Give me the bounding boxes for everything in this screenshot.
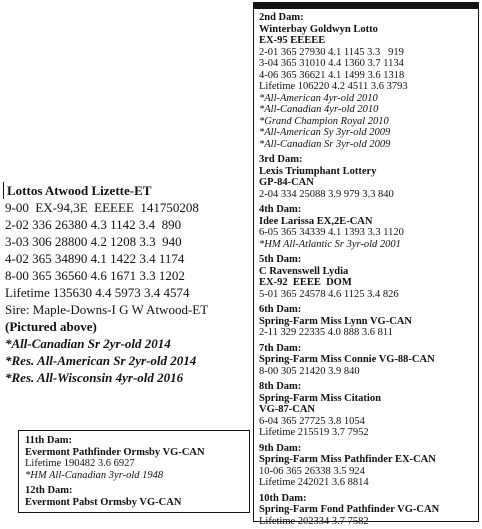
dam-entry-7: [259, 343, 474, 378]
main-entry: [5, 182, 245, 386]
dam-record: Lifetime 202334 3.7 7582: [259, 515, 369, 527]
dam-class: GP-84-CAN: [259, 177, 314, 188]
dam-honor: *All-Canadian Sr 3yr-old 2009: [259, 138, 391, 150]
pedigree-box-right: [253, 2, 479, 527]
dam-entry-12: [25, 485, 245, 508]
dam-record: 3-04 365 31010 4.4 1360 3.7 1134: [259, 58, 404, 69]
dam-record: 5-01 365 24578 4.6 1125 3.4 826: [259, 288, 399, 300]
dam-name: Spring-Farm Miss Citation: [259, 392, 381, 404]
dam-record: Lifetime 106220 4.2 4511 3.6 3793: [259, 81, 408, 92]
dam-heading: 2nd Dam:: [259, 12, 304, 23]
honor-line: *All-Canadian Sr 2yr-old 2014: [5, 336, 171, 351]
dam-record: 2-11 329 22335 4.0 888 3.6 811: [259, 327, 393, 338]
classification-line: [5, 199, 245, 216]
dam-entry-11: [25, 435, 245, 481]
record-line: 2-02 336 26380 4.3 1142 3.4 890: [5, 217, 182, 232]
sire-line: Sire: Maple-Downs-I G W Atwood-ET: [5, 302, 209, 317]
record-line: 4-02 365 34890 4.1 1422 3.4 1174: [5, 251, 185, 266]
dam-record: 6-05 365 34339 4.1 1393 3.3 1120: [259, 227, 404, 238]
dam-class: EX-95 EEEEE: [259, 35, 326, 46]
cow-name: Lottos Atwood Lizette-ET: [3, 182, 245, 199]
classification: 9-00 EX-94,3E EEEEE 141750208: [5, 200, 199, 215]
dam-name: Winterbay Goldwyn Lotto: [259, 23, 378, 35]
dam-record: 2-04 334 25088 3.9 979 3.3 840: [259, 188, 394, 200]
dam-name: Spring-Farm Fond Pathfinder VG-CAN: [259, 504, 440, 515]
record-line: 3-03 306 28800 4.2 1208 3.3 940: [5, 234, 182, 249]
dam-honor: *All-Canadian 4yr-old 2010: [259, 104, 379, 115]
dam-record: Lifetime 242021 3.6 8814: [259, 477, 369, 488]
dam-name: Idee Larissa EX,2E-CAN: [259, 215, 373, 227]
dam-entry-4: [259, 204, 474, 250]
record-line: 8-00 365 36560 4.6 1671 3.3 1202: [5, 268, 185, 283]
dam-heading: 5th Dam:: [259, 254, 302, 265]
pedigree-box-lower: [18, 430, 250, 513]
dam-heading: 9th Dam:: [259, 442, 302, 454]
dam-name: Spring-Farm Miss Connie VG-88-CAN: [259, 354, 435, 365]
honor-line: *Res. All-Wisconsin 4yr-old 2016: [5, 370, 184, 385]
dam-heading: 6th Dam:: [259, 304, 302, 315]
dam-name: Spring-Farm Miss Pathfinder EX-CAN: [259, 454, 436, 465]
lifetime-line: Lifetime 135630 4.4 5973 3.4 4574: [5, 285, 190, 300]
dam-honor: *HM All-Atlantic Sr 3yr-old 2001: [259, 238, 401, 250]
dam-entry-8: [259, 381, 474, 439]
dam-heading: 10th Dam:: [259, 492, 307, 504]
dam-name: Lexis Triumphant Lottery: [259, 165, 377, 177]
dam-honor: *Grand Champion Royal 2010: [259, 115, 389, 127]
dam-record: 8-00 305 21420 3.9 840: [259, 365, 360, 377]
dam-heading: 8th Dam:: [259, 381, 302, 392]
dam-heading: 11th Dam:: [25, 435, 72, 446]
dam-record: Lifetime 190482 3.6 6927: [25, 458, 135, 469]
dam-honor: *All-American 4yr-old 2010: [259, 92, 378, 104]
dam-entry-10: [259, 493, 474, 528]
dam-record: 2-01 365 27930 4.1 1145 3.3 919: [259, 46, 404, 58]
pictured-note: (Pictured above): [5, 319, 97, 334]
dam-entry-2: [259, 12, 474, 150]
dam-entry-5: [259, 254, 474, 300]
dam-record: 4-06 365 36621 4.1 1499 3.6 1318: [259, 69, 405, 81]
dam-entry-3: [259, 154, 474, 200]
dam-record: 10-06 365 26338 3.5 924: [259, 465, 365, 477]
honor-line: *Res. All-American Sr 2yr-old 2014: [5, 353, 197, 368]
dam-record: Lifetime 215519 3.7 7952: [259, 427, 369, 438]
dam-class: VG-87-CAN: [259, 404, 315, 415]
dam-honor: *All-American Sy 3yr-old 2009: [259, 127, 391, 138]
dam-heading: 3rd Dam:: [259, 154, 303, 165]
dam-heading: 4th Dam:: [259, 204, 302, 215]
dam-honor: *HM All-Canadian 3yr-old 1948: [25, 469, 164, 481]
dam-entry-9: [259, 443, 474, 489]
dam-heading: 7th Dam:: [259, 342, 302, 354]
dam-name: Spring-Farm Miss Lynn VG-CAN: [259, 315, 412, 327]
dam-name: C Ravenswell Lydia: [259, 265, 349, 277]
dam-name: Evermont Pabst Ormsby VG-CAN: [25, 496, 182, 508]
dam-name: Evermont Pathfinder Ormsby VG-CAN: [25, 446, 205, 458]
dam-heading: 12th Dam:: [25, 485, 73, 496]
dam-class: EX-92 EEEE DOM: [259, 277, 352, 288]
dam-record: 6-04 365 27725 3.8 1054: [259, 415, 365, 427]
dam-entry-6: [259, 304, 474, 339]
